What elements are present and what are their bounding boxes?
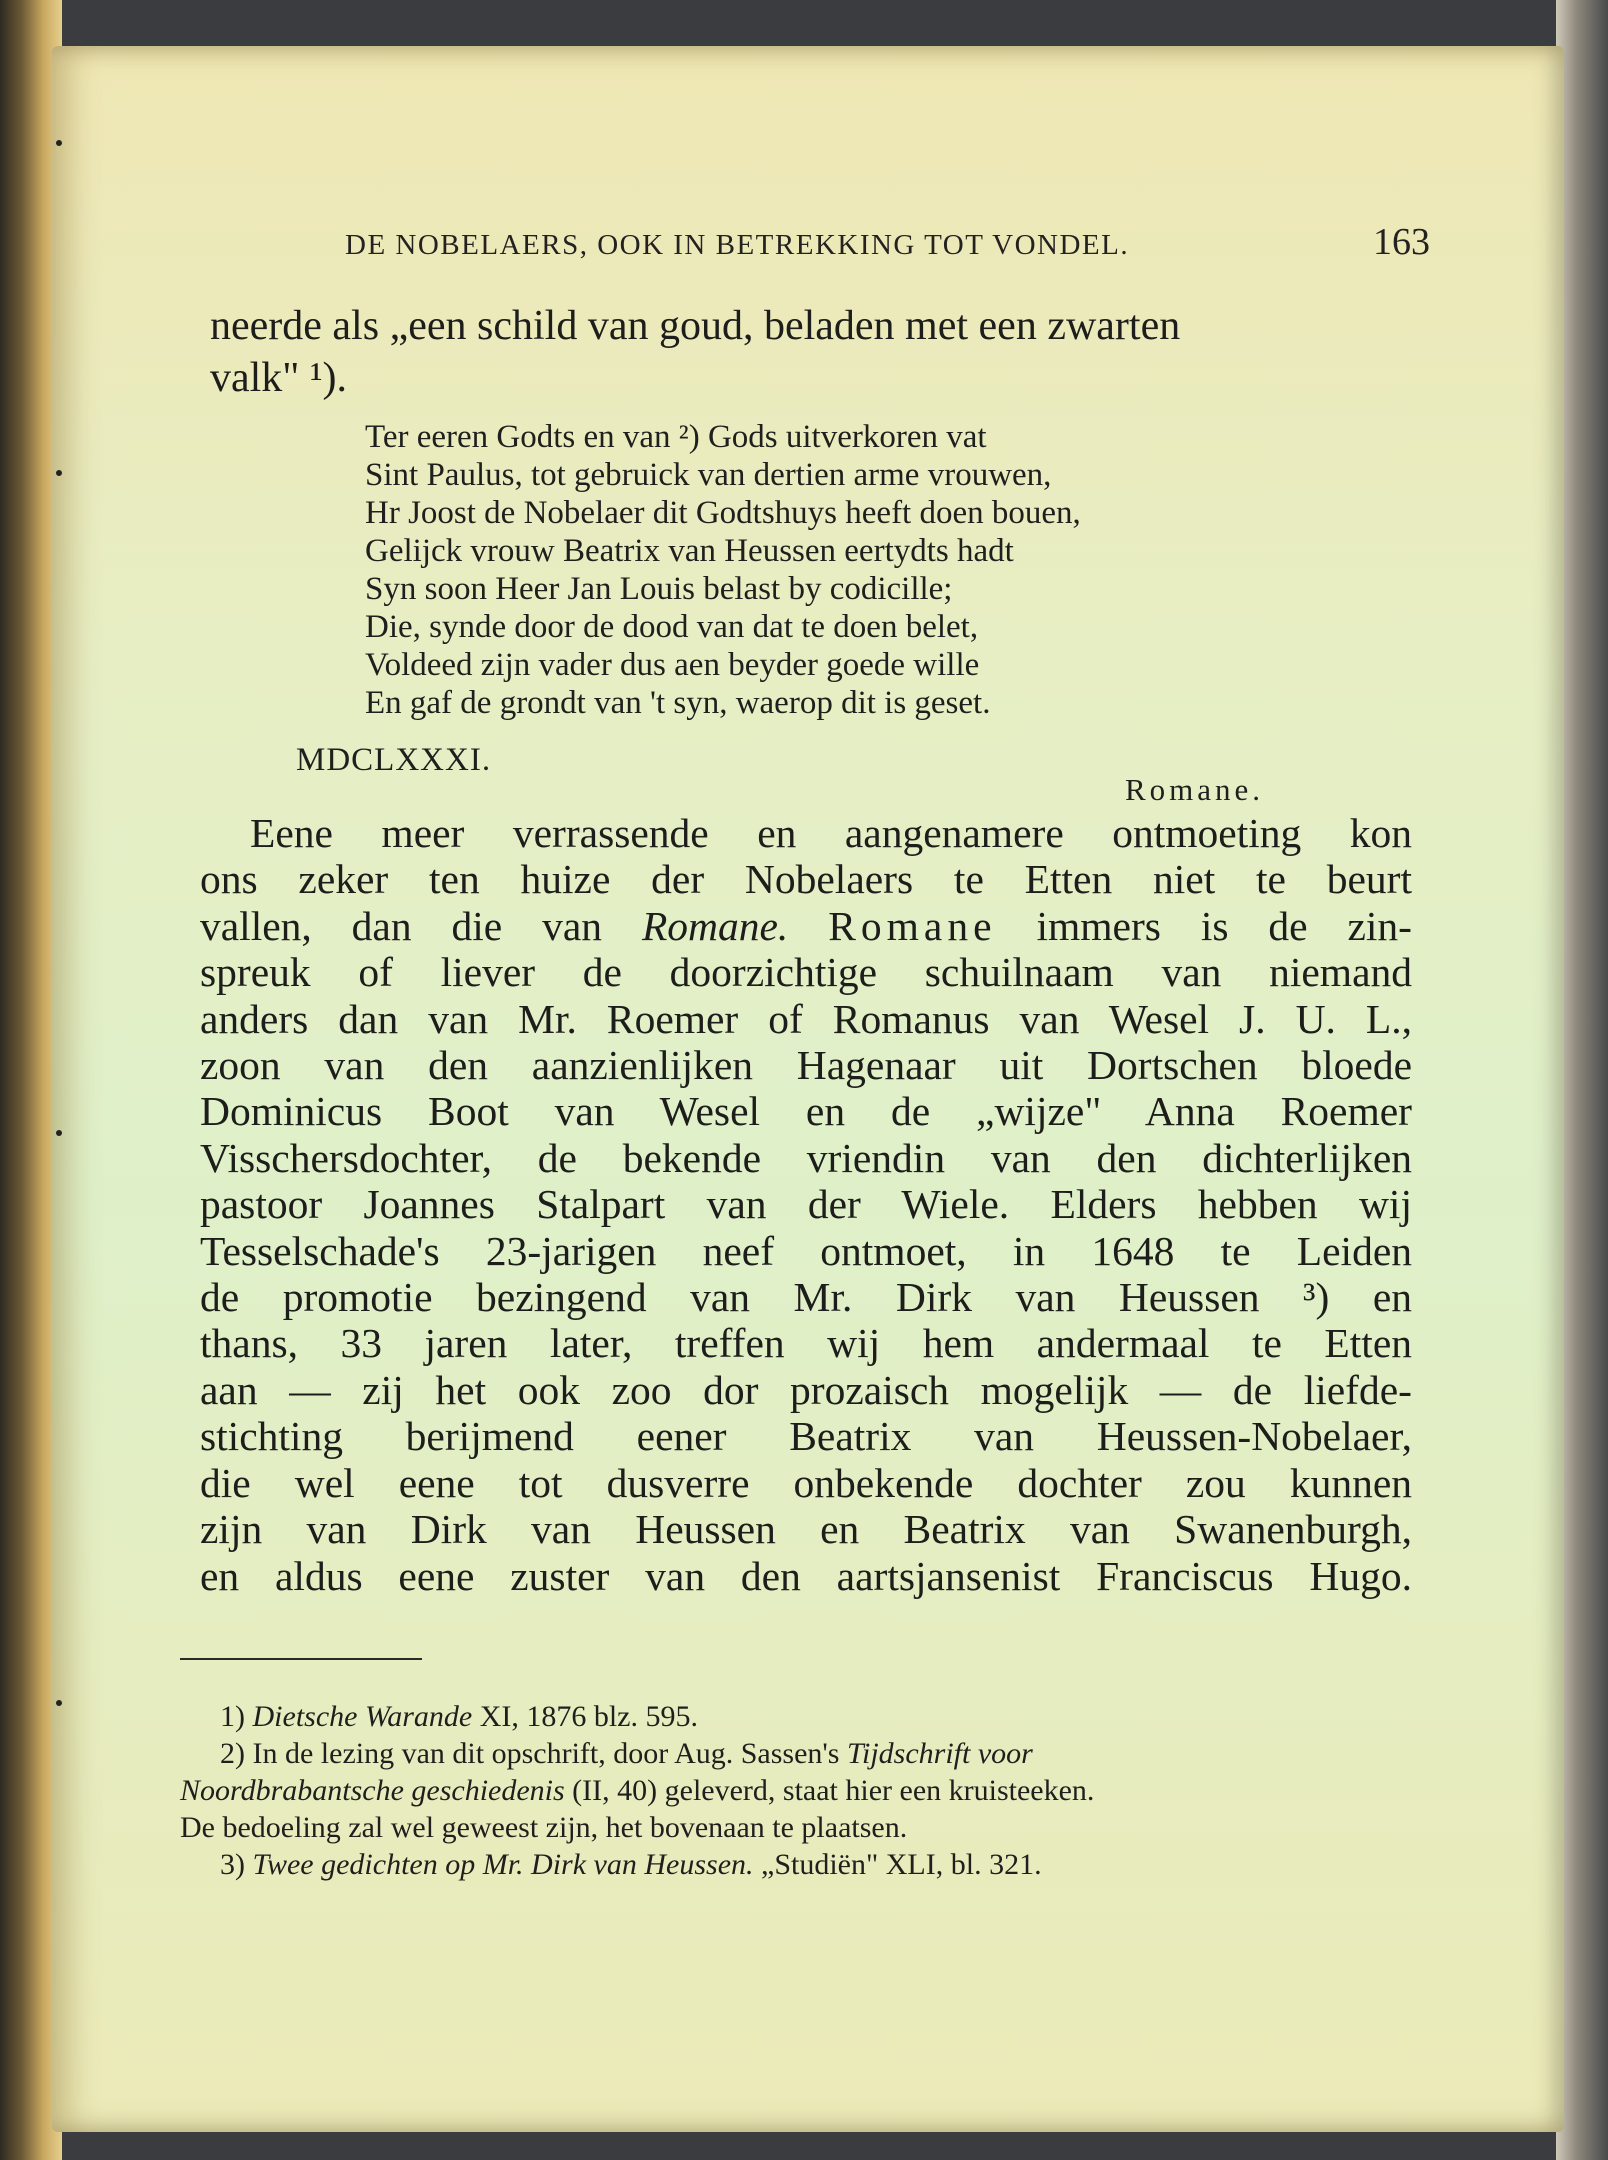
footnote-title: Twee gedichten op Mr. Dirk van Heussen. [252,1848,754,1881]
body-line: en aldus eene zuster van den aartsjansenist Franciscus Hugo. [200,1552,1412,1599]
body-line [200,903,1412,949]
poem-line: Gelijck vrouw Beatrix van Heussen eertydts hadt [365,533,1014,569]
footnote-2-cont: De bedoeling zal wel geweest zijn, het bovenaan te plaatsen. [180,1811,908,1844]
body-line: zoon van den aanzienlijken Hagenaar uit Dortschen bloede [200,1042,1412,1089]
poem-signature: Romane. [1125,772,1265,807]
footnote-text: „Studiën" XLI, bl. 321. [761,1848,1042,1881]
poem-date: MDCLXXXI. [296,742,492,778]
body-line: de promotie bezingend van Mr. Dirk van Heussen ³) en [200,1274,1412,1321]
footnote-title: Dietsche Warande [252,1700,473,1733]
footnote-2 [180,1735,1412,1772]
footnote-title: Noordbrabantsche geschiedenis [180,1774,565,1807]
running-head [345,220,1430,264]
intro-line: neerde als „een schild van goud, beladen met een zwarten [210,303,1181,349]
body-line: Dominicus Boot van Wesel en de „wijze" Anna Roemer [200,1088,1412,1135]
footnote-3 [180,1846,1412,1883]
body-line: thans, 33 jaren later, treffen wij hem andermaal te Etten [200,1320,1412,1367]
body-line: zijn van Dirk van Heussen en Beatrix van Swanenburgh, [200,1506,1412,1553]
poem-line: En gaf de grondt van 't syn, waerop dit is geset. [365,685,991,721]
intro-line: valk" ¹). [210,355,348,401]
footnote-text: In de lezing van dit opschrift, door Aug. Sassen's [252,1737,840,1770]
page-number: 163 [1373,221,1430,263]
body-line: Visschersdochter, de bekende vriendin van den dichterlijken [200,1134,1412,1181]
body-line: aan — zij het ook zoo dor prozaisch mogelijk — de liefde- [200,1366,1412,1413]
romane-italic: Romane. [641,902,789,949]
footnote-text: XI, 1876 blz. 595. [479,1700,698,1733]
body-line: ons zeker ten huize der Nobelaers te Etten niet te beurt [200,856,1412,903]
body-text-span: immers is de zin- [1036,902,1412,949]
inscription-poem [365,418,1295,722]
body-line: spreuk of liever de doorzichtige schuilnaam van niemand [200,949,1412,996]
footnote-1 [180,1698,1412,1735]
poem-line: Voldeed zijn vader dus aen beyder goede wille [365,647,980,683]
body-line: Eene meer verrassende en aangenamere ontmoeting kon [250,810,1412,856]
poem-line: Syn soon Heer Jan Louis belast by codicille; [365,571,953,607]
footnote-number: 3) [220,1848,245,1881]
poem-line: Ter eeren Godts en van ²) Gods uitverkoren vat [365,419,987,455]
body-line: Tesselschade's 23-jarigen neef ontmoet, in 1648 te Leiden [200,1227,1412,1274]
footnote-title: Tijdschrift voor [846,1737,1033,1770]
poem-line: Sint Paulus, tot gebruick van dertien arme vrouwen, [365,457,1052,493]
footnote-number: 2) [220,1737,245,1770]
footnote-text: (II, 40) geleverd, staat hier een kruisteeken. [572,1774,1095,1807]
body-line: die wel eene tot dusverre onbekende dochter zou kunnen [200,1459,1412,1506]
poem-line: Die, synde door de dood van dat te doen belet, [365,609,979,645]
body-text-span: vallen, dan die van [200,902,603,949]
romane-spaced: Romane [828,902,997,949]
body-line: anders dan van Mr. Roemer of Romanus van Wesel J. U. L., [200,995,1412,1042]
main-paragraph [200,810,1412,1599]
running-title: DE NOBELAERS, OOK IN BETREKKING TOT VONDEL. [345,229,1130,261]
footnote-number: 1) [220,1700,245,1733]
body-line: stichting berijmend eener Beatrix van Heussen-Nobelaer, [200,1413,1412,1460]
intro-paragraph [210,300,1410,404]
footnote-2-cont [180,1772,1412,1809]
poem-line: Hr Joost de Nobelaer dit Godtshuys heeft doen bouen, [365,495,1081,531]
footnotes [180,1698,1412,1883]
body-line: pastoor Joannes Stalpart van der Wiele. Elders hebben wij [200,1181,1412,1228]
footnote-rule [180,1658,422,1660]
